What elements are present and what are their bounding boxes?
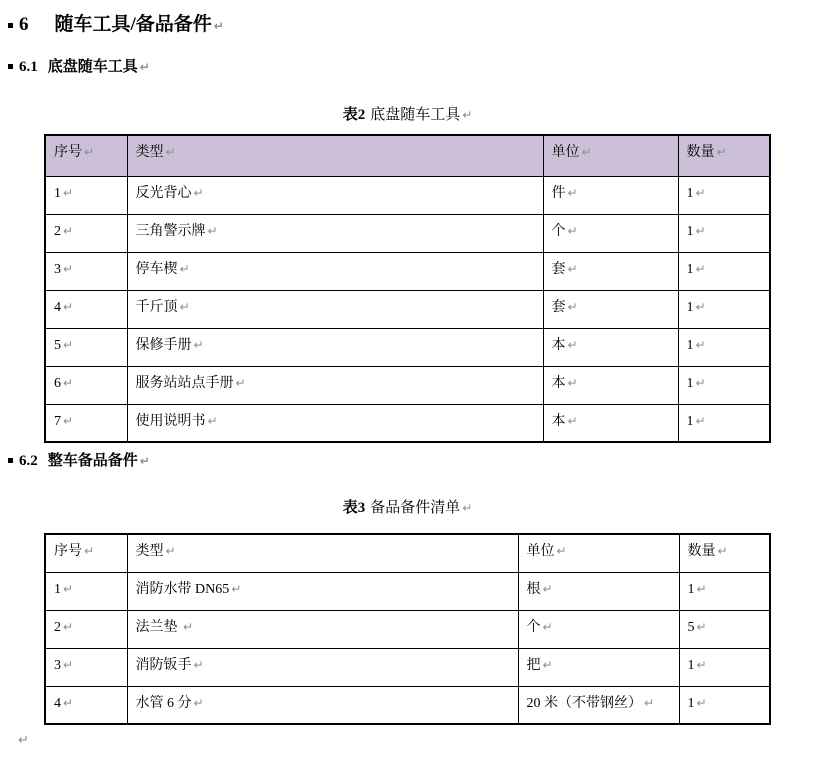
table2-caption-label: 表2	[342, 107, 366, 123]
line-break-mark: ↵	[63, 223, 74, 238]
chassis-tools-table	[44, 134, 771, 443]
table-cell	[678, 214, 770, 252]
table-header-row	[45, 135, 770, 176]
line-break-mark: ↵	[695, 261, 706, 276]
table-cell	[45, 214, 127, 252]
line-break-mark: ↵	[717, 544, 728, 558]
cell-text: 5	[54, 337, 61, 353]
table-cell	[543, 135, 678, 176]
cell-text: 3	[54, 261, 61, 277]
cell-text: 1	[687, 695, 695, 711]
line-break-mark: ↵	[462, 108, 473, 122]
heading-bullet-icon	[8, 23, 13, 28]
table-cell	[45, 252, 127, 290]
line-break-mark: ↵	[695, 413, 706, 428]
table-row	[45, 252, 770, 290]
table-cell	[45, 572, 127, 610]
line-break-mark: ↵	[696, 581, 707, 596]
table-cell	[45, 135, 127, 176]
table-row	[45, 686, 770, 724]
line-break-mark: ↵	[462, 501, 473, 515]
table-cell	[678, 404, 770, 442]
cell-text: 1	[686, 413, 694, 429]
cell-text: 2	[54, 223, 61, 239]
cell-text: 根	[526, 581, 541, 597]
table-cell	[678, 176, 770, 214]
cell-text: 个	[526, 619, 541, 635]
table-row	[45, 328, 770, 366]
line-break-mark: ↵	[716, 145, 727, 159]
cell-text: 类型	[135, 145, 164, 160]
cell-text: 水管 6 分	[135, 695, 192, 711]
cell-text: 数量	[686, 145, 715, 160]
table-cell	[543, 252, 678, 290]
table-cell	[518, 610, 679, 648]
table-cell	[127, 135, 543, 176]
cell-text: 数量	[687, 544, 716, 559]
cell-text: 消防水带 DN65	[135, 581, 230, 597]
cell-text: 1	[687, 581, 695, 597]
table3-caption-label: 表3	[342, 500, 366, 516]
cell-text: 使用说明书	[135, 413, 206, 429]
cell-text: 序号	[54, 145, 82, 160]
cell-text: 单位	[551, 145, 580, 160]
line-break-mark: ↵	[84, 544, 95, 558]
table-cell	[45, 404, 127, 442]
cell-text: 6	[54, 375, 61, 391]
line-break-mark: ↵	[542, 619, 553, 634]
table3-caption-text: 备品备件清单	[370, 500, 461, 516]
cell-text: 1	[54, 185, 61, 201]
line-break-mark: ↵	[63, 185, 74, 200]
line-break-mark: ↵	[567, 413, 578, 428]
table-row	[45, 214, 770, 252]
table-cell	[518, 534, 679, 572]
line-break-mark: ↵	[63, 337, 74, 352]
line-break-mark: ↵	[696, 657, 707, 672]
cell-text: 4	[54, 695, 61, 711]
table-cell	[127, 686, 518, 724]
line-break-mark: ↵	[581, 145, 592, 159]
cell-text: 套	[551, 299, 566, 315]
heading-number: 6	[19, 14, 29, 35]
cell-text: 本	[551, 375, 566, 391]
table-cell	[543, 290, 678, 328]
line-break-mark: ↵	[63, 261, 74, 276]
table-cell	[679, 686, 770, 724]
heading-section-6	[8, 9, 224, 36]
line-break-mark: ↵	[567, 299, 578, 314]
line-break-mark: ↵	[695, 375, 706, 390]
table-cell	[678, 366, 770, 404]
cell-text: 保修手册	[135, 337, 192, 353]
heading-section-6-1	[8, 55, 150, 76]
cell-text: 1	[686, 261, 694, 277]
table2-caption	[45, 103, 770, 124]
table-row	[45, 572, 770, 610]
table-cell	[678, 252, 770, 290]
line-break-mark: ↵	[235, 375, 246, 390]
line-break-mark: ↵	[542, 581, 553, 596]
line-break-mark: ↵	[63, 657, 74, 672]
line-break-mark: ↵	[207, 223, 218, 238]
table-cell	[679, 610, 770, 648]
cell-text: 1	[686, 185, 694, 201]
table-cell	[518, 648, 679, 686]
table-row	[45, 404, 770, 442]
paragraph-end-mark: ↵	[18, 733, 29, 748]
table-row	[45, 290, 770, 328]
cell-text: 消防钣手	[135, 657, 192, 673]
table-cell	[127, 214, 543, 252]
table-header-row	[45, 534, 770, 572]
line-break-mark: ↵	[139, 60, 150, 74]
line-break-mark: ↵	[63, 375, 74, 390]
line-break-mark: ↵	[139, 454, 150, 468]
cell-text: 单位	[526, 544, 555, 559]
heading-number: 6.1	[19, 59, 38, 75]
table-cell	[127, 648, 518, 686]
table3-caption	[45, 496, 770, 517]
line-break-mark: ↵	[63, 581, 74, 596]
table-cell	[518, 572, 679, 610]
table-cell	[543, 176, 678, 214]
heading-title: 底盘随车工具	[47, 59, 138, 75]
line-break-mark: ↵	[165, 544, 176, 558]
line-break-mark: ↵	[207, 413, 218, 428]
table-cell	[679, 572, 770, 610]
line-break-mark: ↵	[213, 19, 224, 33]
table-cell	[543, 328, 678, 366]
line-break-mark: ↵	[63, 413, 74, 428]
cell-text: 3	[54, 657, 61, 673]
line-break-mark: ↵	[567, 223, 578, 238]
cell-text: 类型	[135, 544, 164, 559]
line-break-mark: ↵	[63, 695, 74, 710]
cell-text: 1	[686, 299, 694, 315]
table-row	[45, 610, 770, 648]
cell-text: 1	[686, 337, 694, 353]
cell-text: 把	[526, 657, 541, 673]
cell-text: 5	[687, 619, 695, 635]
cell-text: 个	[551, 223, 566, 239]
table-cell	[678, 328, 770, 366]
table-cell	[45, 686, 127, 724]
line-break-mark: ↵	[84, 145, 95, 159]
table-cell	[45, 176, 127, 214]
table-cell	[543, 366, 678, 404]
table-cell	[127, 572, 518, 610]
table-cell	[679, 648, 770, 686]
cell-text: 套	[551, 261, 566, 277]
table-cell	[678, 290, 770, 328]
line-break-mark: ↵	[695, 299, 706, 314]
table-cell	[127, 176, 543, 214]
line-break-mark: ↵	[193, 657, 204, 672]
table-cell	[45, 328, 127, 366]
heading-title: 整车备品备件	[47, 453, 138, 469]
line-break-mark: ↵	[193, 337, 204, 352]
line-break-mark: ↵	[567, 375, 578, 390]
cell-text: 1	[686, 375, 694, 391]
heading-bullet-icon	[8, 64, 13, 69]
heading-title: 随车工具/备品备件	[54, 14, 212, 35]
line-break-mark: ↵	[644, 695, 655, 710]
cell-text: 法兰垫	[135, 619, 181, 635]
table-cell	[45, 290, 127, 328]
cell-text: 20 米（不带钢丝）	[526, 695, 642, 711]
heading-section-6-2	[8, 449, 150, 470]
line-break-mark: ↵	[556, 544, 567, 558]
cell-text: 4	[54, 299, 61, 315]
cell-text: 1	[54, 581, 61, 597]
line-break-mark: ↵	[183, 619, 194, 634]
cell-text: 千斤顶	[135, 299, 178, 315]
table-cell	[45, 366, 127, 404]
cell-text: 件	[551, 185, 566, 201]
line-break-mark: ↵	[567, 261, 578, 276]
spare-parts-table	[44, 533, 771, 725]
line-break-mark: ↵	[542, 657, 553, 672]
table-cell	[127, 610, 518, 648]
line-break-mark: ↵	[165, 145, 176, 159]
cell-text: 2	[54, 619, 61, 635]
line-break-mark: ↵	[696, 619, 707, 634]
table-cell	[127, 328, 543, 366]
line-break-mark: ↵	[695, 185, 706, 200]
cell-text: 1	[686, 223, 694, 239]
cell-text: 停车楔	[135, 261, 178, 277]
line-break-mark: ↵	[63, 299, 74, 314]
table-cell	[127, 252, 543, 290]
line-break-mark: ↵	[231, 581, 242, 596]
cell-text: 本	[551, 337, 566, 353]
table-cell	[45, 610, 127, 648]
line-break-mark: ↵	[695, 223, 706, 238]
cell-text: 三角警示牌	[135, 223, 206, 239]
table-cell	[679, 534, 770, 572]
table-cell	[543, 404, 678, 442]
table-row	[45, 176, 770, 214]
table-cell	[543, 214, 678, 252]
table-row	[45, 648, 770, 686]
cell-text: 序号	[54, 544, 82, 559]
cell-text: 反光背心	[135, 185, 192, 201]
cell-text: 本	[551, 413, 566, 429]
cell-text: 服务站站点手册	[135, 375, 234, 391]
table2-caption-text: 底盘随车工具	[370, 107, 461, 123]
table-row	[45, 366, 770, 404]
table-cell	[127, 366, 543, 404]
table-cell	[127, 534, 518, 572]
heading-number: 6.2	[19, 453, 38, 469]
table-cell	[678, 135, 770, 176]
table-cell	[127, 290, 543, 328]
table-cell	[45, 648, 127, 686]
line-break-mark: ↵	[695, 337, 706, 352]
line-break-mark: ↵	[193, 185, 204, 200]
line-break-mark: ↵	[567, 185, 578, 200]
table-cell	[127, 404, 543, 442]
table-cell	[518, 686, 679, 724]
cell-text: 1	[687, 657, 695, 673]
line-break-mark: ↵	[63, 619, 74, 634]
cell-text: 7	[54, 413, 61, 429]
line-break-mark: ↵	[179, 299, 190, 314]
line-break-mark: ↵	[567, 337, 578, 352]
table-cell	[45, 534, 127, 572]
heading-bullet-icon	[8, 458, 13, 463]
line-break-mark: ↵	[179, 261, 190, 276]
line-break-mark: ↵	[193, 695, 204, 710]
line-break-mark: ↵	[696, 695, 707, 710]
